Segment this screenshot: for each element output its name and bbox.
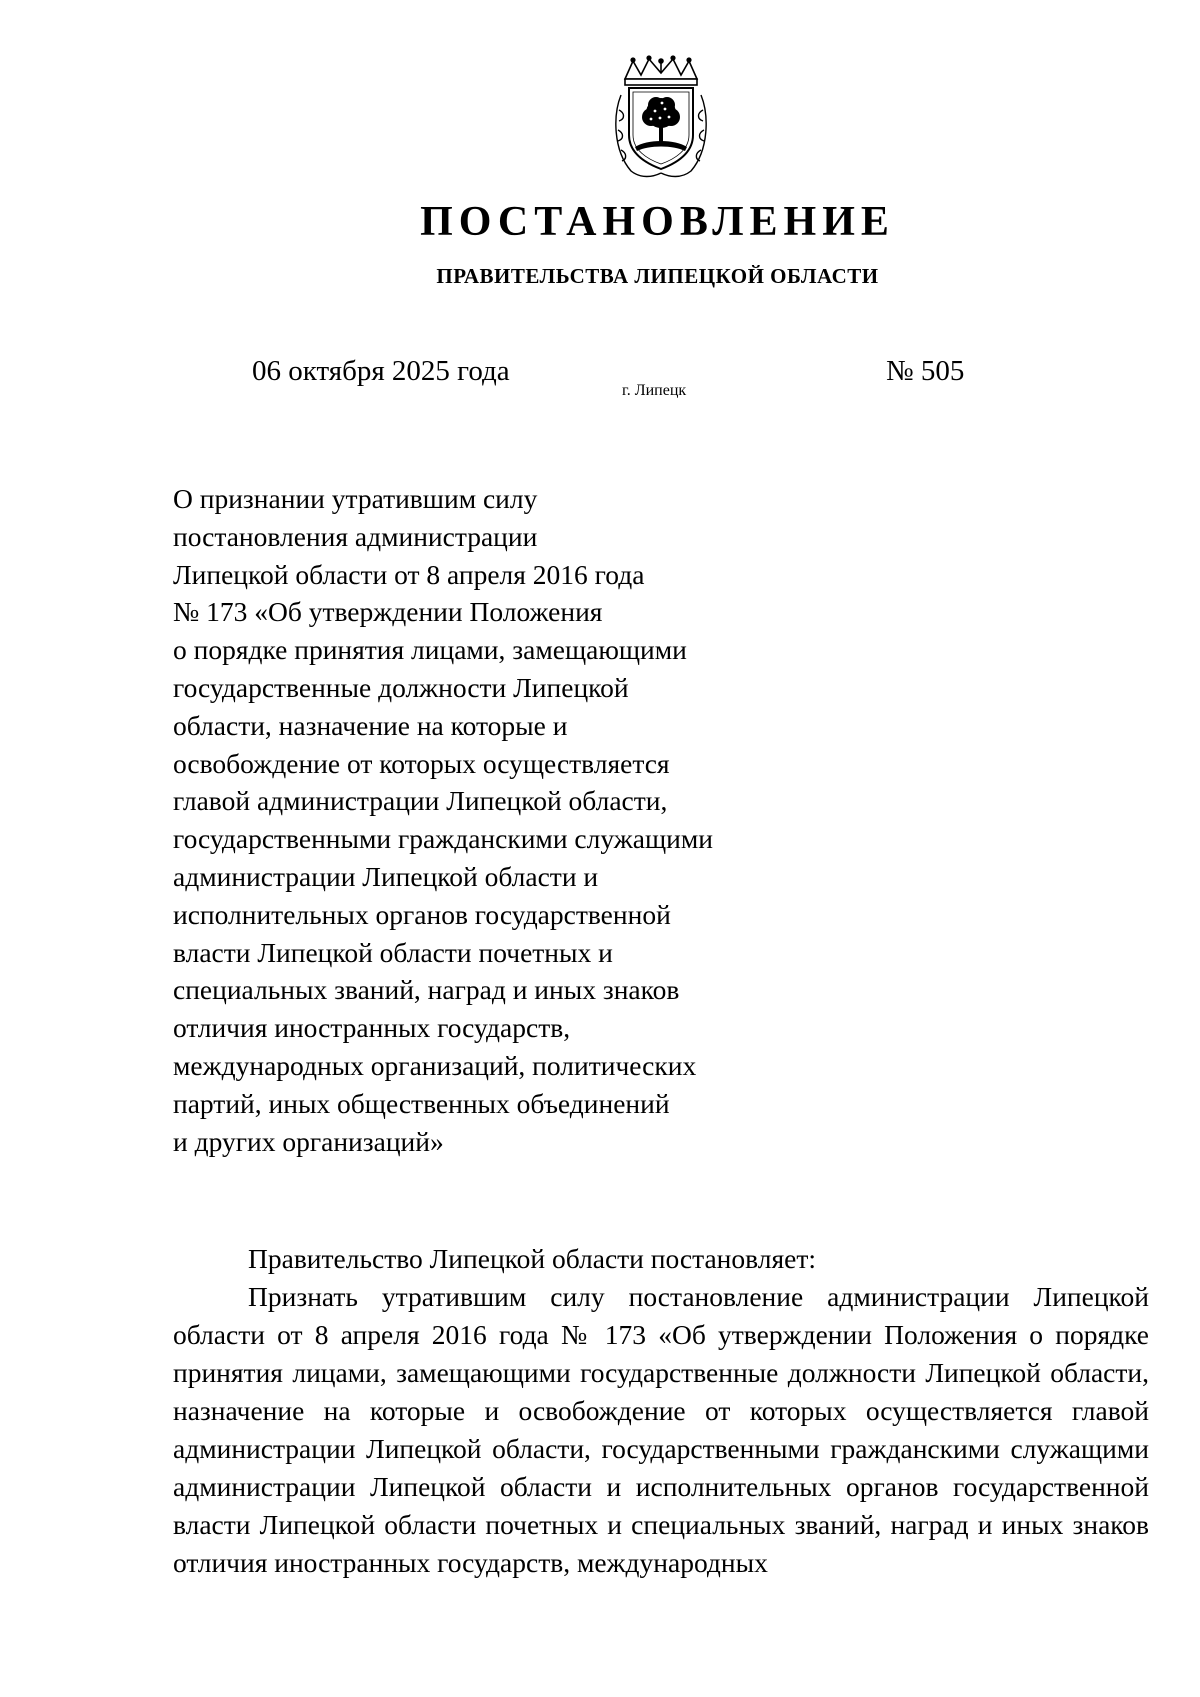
heading-line: отличия иностранных государств, xyxy=(173,1012,571,1044)
heading-line: государственными гражданскими служащими xyxy=(173,823,713,855)
heading-line: партий, иных общественных объединений xyxy=(173,1087,670,1119)
coat-of-arms-emblem xyxy=(611,55,711,180)
heading-line: международных организаций, политических xyxy=(173,1049,697,1081)
document-body xyxy=(173,1240,1149,1582)
document-number: № 505 xyxy=(886,355,965,387)
heading-line: специальных званий, наград и иных знаков xyxy=(173,974,680,1006)
heading-line: государственные должности Липецкой xyxy=(173,671,629,703)
document-date: 06 октября 2025 года xyxy=(252,355,510,387)
heading-line: власти Липецкой области почетных и xyxy=(173,936,613,968)
heading-line: Липецкой области от 8 апреля 2016 года xyxy=(173,558,645,590)
heading-line: № 173 «Об утверждении Положения xyxy=(173,596,603,628)
heading-line: главой администрации Липецкой области, xyxy=(173,785,668,817)
heading-line: администрации Липецкой области и xyxy=(173,860,599,892)
heading-line: исполнительных органов государственной xyxy=(173,898,671,930)
document-title: ПОСТАНОВЛЕНИЕ xyxy=(420,199,895,245)
heading-line: О признании утратившим силу xyxy=(173,483,538,514)
document-heading xyxy=(173,480,773,1160)
heading-line: постановления администрации xyxy=(173,520,538,552)
body-intro: Правительство Липецкой области постановляет: xyxy=(248,1243,817,1274)
document-city: г. Липецк xyxy=(622,382,687,399)
heading-line: о порядке принятия лицами, замещающими xyxy=(173,634,687,666)
heading-line: и других организаций» xyxy=(173,1125,444,1157)
heading-line: области, назначение на которые и xyxy=(173,709,568,741)
document-subtitle: ПРАВИТЕЛЬСТВА ЛИПЕЦКОЙ ОБЛАСТИ xyxy=(436,264,879,288)
heading-line: освобождение от которых осуществляется xyxy=(173,747,670,779)
body-paragraph: Признать утратившим силу постановление администрации Липецкой области от 8 апреля 2016 года № 173 «Об утверждении Положения о порядке принятия лицами, замещающими государственные должности Липецкой области, назначение на которые и освобождение от которых осуществляется главой администрации Липецкой области, государственными гражданскими служащими администрации Липецкой области и исполнительных органов государственной власти Липецкой области почетных и специальных званий, наград и иных знаков отличия иностранных государств, международных xyxy=(173,1281,1149,1578)
